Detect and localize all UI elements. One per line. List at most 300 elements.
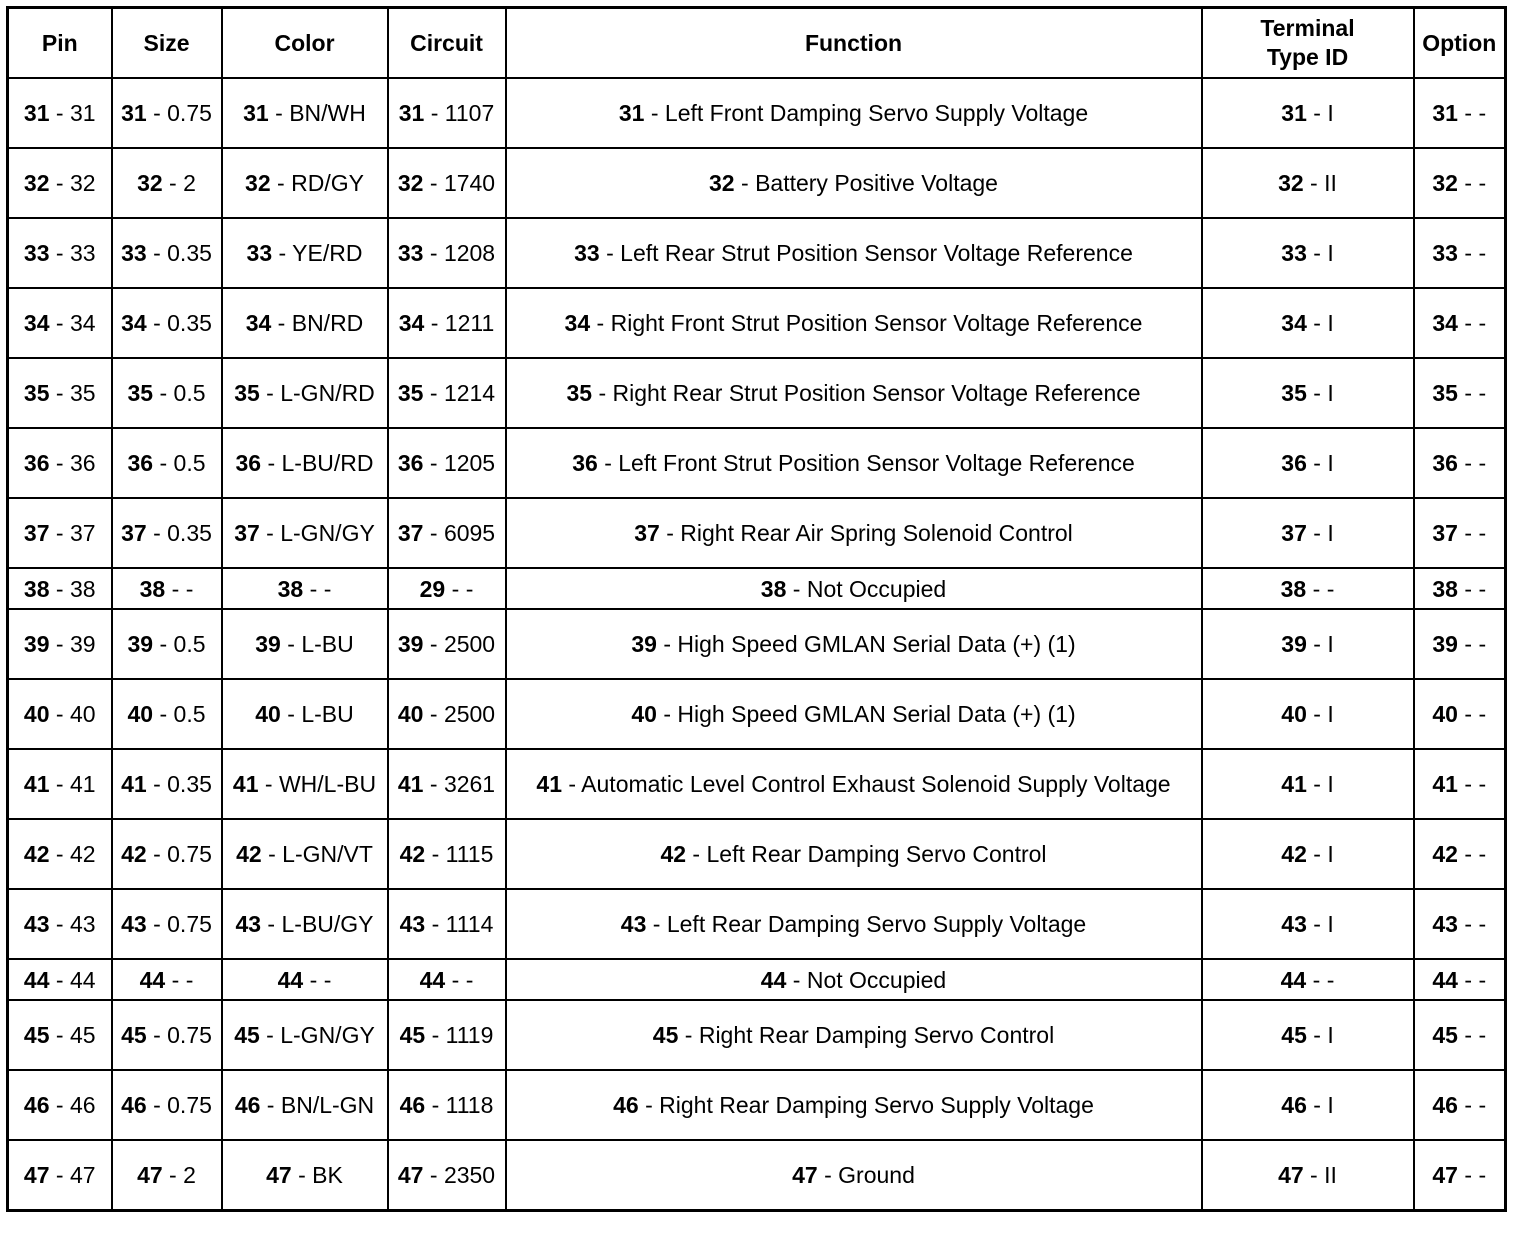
pin-number-prefix: 31 [1432,100,1458,126]
color-cell: 31 - BN/WH [222,78,388,148]
pin-number-prefix: 36 [1281,450,1307,476]
circuit-value: 1118 [445,1092,494,1118]
pin-number-prefix: 31 [23,100,50,126]
option-value: - [1478,520,1487,546]
function-cell: 46 - Right Rear Damping Servo Supply Voltage [506,1070,1202,1140]
size-cell: 36 - 0.5 [112,428,222,498]
option-value: - [1478,841,1487,867]
size-value: - [185,966,194,993]
option-cell: 44 - - [1414,959,1506,1000]
pin-number-prefix: 37 [121,520,147,546]
pin-number-prefix: 47 [266,1162,292,1188]
table-row [8,959,1506,1000]
option-cell: 39 - - [1414,609,1506,679]
circuit-cell: 31 - 1107 [388,78,506,148]
color-value: BN/WH [289,100,366,126]
table-container [6,6,1507,1212]
pin-cell: 38 - 38 [8,568,112,609]
pin-number-prefix: 39 [397,631,424,657]
pin-number-prefix: 44 [139,966,166,993]
function-cell: 32 - Battery Positive Voltage [506,148,1202,218]
terminal-type-cell: 37 - I [1202,498,1414,568]
option-value: - [1478,1162,1487,1188]
pin-number-prefix: 43 [620,911,647,937]
size-cell: 47 - 2 [112,1140,222,1211]
terminal-value: I [1327,841,1334,867]
circuit-value: - [465,575,474,602]
pin-number-prefix: 32 [1432,170,1458,196]
circuit-value: 1205 [443,450,496,476]
pin-number-prefix: 32 [245,170,271,196]
pin-number-prefix: 45 [399,1022,426,1048]
terminal-value: I [1327,631,1334,657]
table-row [8,218,1506,288]
size-cell: 38 - - [112,568,222,609]
pin-value: 33 [69,240,96,266]
color-cell: 40 - L-BU [222,679,388,749]
color-value: WH/L-BU [278,771,377,797]
pin-number-prefix: 38 [1432,575,1458,602]
pin-number-prefix: 41 [23,771,50,797]
circuit-cell: 29 - - [388,568,506,609]
terminal-value: I [1327,100,1334,126]
size-cell: 32 - 2 [112,148,222,218]
color-value: BN/L-GN [280,1092,375,1118]
pin-number-prefix: 39 [1432,631,1458,657]
pin-value: 32 [69,170,96,196]
table-row [8,568,1506,609]
pin-number-prefix: 35 [1432,380,1458,406]
pin-number-prefix: 47 [1432,1162,1458,1188]
terminal-type-cell: 43 - I [1202,889,1414,959]
terminal-type-cell: 40 - I [1202,679,1414,749]
option-cell: 42 - - [1414,819,1506,889]
terminal-value: I [1327,380,1334,406]
function-cell: 40 - High Speed GMLAN Serial Data (+) (1) [506,679,1202,749]
pin-number-prefix: 33 [1432,240,1458,266]
option-value: - [1478,771,1487,797]
color-value: BN/RD [291,310,364,336]
column-header-circuit: Circuit [388,8,506,79]
terminal-value: I [1327,1092,1334,1118]
size-value: 0.75 [167,1092,212,1118]
pin-number-prefix: 45 [1281,1022,1307,1048]
color-value: YE/RD [292,240,363,266]
pin-number-prefix: 46 [1432,1092,1458,1118]
pin-number-prefix: 40 [255,701,281,727]
pin-number-prefix: 38 [1280,575,1307,602]
pin-cell: 39 - 39 [8,609,112,679]
option-cell: 32 - - [1414,148,1506,218]
size-value: 0.75 [167,841,212,867]
pin-cell: 47 - 47 [8,1140,112,1211]
color-cell: 39 - L-BU [222,609,388,679]
circuit-cell: 40 - 2500 [388,679,506,749]
circuit-cell: 34 - 1211 [388,288,506,358]
terminal-value: I [1327,701,1334,727]
table-row [8,1140,1506,1211]
option-cell: 40 - - [1414,679,1506,749]
size-cell: 44 - - [112,959,222,1000]
pin-value: 38 [69,575,96,602]
function-cell: 38 - Not Occupied [506,568,1202,609]
pin-number-prefix: 36 [23,450,50,476]
pin-cell: 35 - 35 [8,358,112,428]
pin-cell: 31 - 31 [8,78,112,148]
pin-value: 43 [69,911,96,937]
color-value: RD/GY [291,170,364,196]
option-cell: 38 - - [1414,568,1506,609]
function-cell: 47 - Ground [506,1140,1202,1211]
function-value: Right Rear Damping Servo Supply Voltage [659,1092,1094,1118]
circuit-cell: 46 - 1118 [388,1070,506,1140]
pin-value: 46 [69,1092,96,1118]
pin-number-prefix: 37 [1432,520,1458,546]
pin-number-prefix: 40 [127,701,154,727]
pin-number-prefix: 38 [760,575,787,602]
pin-value: 31 [69,100,96,126]
pin-number-prefix: 32 [709,170,735,196]
function-cell: 39 - High Speed GMLAN Serial Data (+) (1) [506,609,1202,679]
table-row [8,819,1506,889]
size-cell: 45 - 0.75 [112,1000,222,1070]
color-cell: 47 - BK [222,1140,388,1211]
color-cell: 32 - RD/GY [222,148,388,218]
pin-number-prefix: 41 [1432,771,1458,797]
circuit-cell: 47 - 2350 [388,1140,506,1211]
pin-number-prefix: 40 [1281,701,1307,727]
size-value: 0.75 [167,911,212,937]
circuit-cell: 32 - 1740 [388,148,506,218]
column-header-size: Size [112,8,222,79]
size-value: 0.75 [167,1022,212,1048]
pin-number-prefix: 31 [398,100,425,126]
circuit-value: 1214 [443,380,496,406]
color-value: L-BU/GY [281,911,374,937]
pin-number-prefix: 47 [137,1162,163,1188]
function-value: Right Rear Damping Servo Control [698,1022,1055,1048]
circuit-value: 2500 [443,701,496,727]
pin-value: 36 [69,450,96,476]
pin-number-prefix: 31 [121,100,147,126]
color-value: - [323,966,332,993]
pin-number-prefix: 33 [23,240,50,266]
column-header-option: Option [1414,8,1506,79]
pin-number-prefix: 38 [277,575,304,602]
function-value: Right Front Strut Position Sensor Voltage Reference [610,310,1143,336]
function-cell: 35 - Right Rear Strut Position Sensor Voltage Reference [506,358,1202,428]
pin-number-prefix: 37 [1281,520,1307,546]
pin-number-prefix: 36 [127,450,154,476]
circuit-value: 1740 [443,170,496,196]
pin-number-prefix: 34 [121,310,147,336]
color-cell: 41 - WH/L-BU [222,749,388,819]
size-value: 0.35 [167,240,212,266]
size-cell: 43 - 0.75 [112,889,222,959]
option-cell: 34 - - [1414,288,1506,358]
option-value: - [1478,966,1487,993]
size-cell: 41 - 0.35 [112,749,222,819]
pin-number-prefix: 35 [397,380,424,406]
option-value: - [1478,310,1487,336]
terminal-value: I [1327,240,1334,266]
terminal-type-cell: 44 - - [1202,959,1414,1000]
pin-number-prefix: 42 [1432,841,1458,867]
pin-number-prefix: 35 [127,380,154,406]
circuit-cell: 42 - 1115 [388,819,506,889]
terminal-type-cell: 33 - I [1202,218,1414,288]
pin-number-prefix: 34 [398,310,425,336]
table-row [8,889,1506,959]
pin-number-prefix: 47 [792,1162,818,1188]
color-cell: 38 - - [222,568,388,609]
option-value: - [1478,701,1487,727]
size-cell: 31 - 0.75 [112,78,222,148]
size-value: 0.35 [167,310,212,336]
pin-number-prefix: 44 [1280,966,1307,993]
size-cell: 46 - 0.75 [112,1070,222,1140]
pin-number-prefix: 44 [419,966,446,993]
circuit-value: 2350 [443,1162,496,1188]
pin-number-prefix: 39 [1281,631,1307,657]
size-cell: 33 - 0.35 [112,218,222,288]
pin-number-prefix: 36 [397,450,424,476]
function-value: Left Rear Damping Servo Supply Voltage [666,911,1087,937]
pin-number-prefix: 44 [1432,966,1458,993]
terminal-value: I [1327,450,1334,476]
pin-number-prefix: 43 [1281,911,1307,937]
terminal-value: I [1327,771,1334,797]
table-row [8,428,1506,498]
option-value: - [1478,380,1487,406]
option-cell: 46 - - [1414,1070,1506,1140]
pin-number-prefix: 41 [121,771,147,797]
pin-value: 47 [69,1162,96,1188]
pin-number-prefix: 46 [121,1092,147,1118]
size-value: 0.5 [173,701,206,727]
pin-number-prefix: 37 [634,520,660,546]
color-cell: 37 - L-GN/GY [222,498,388,568]
color-value: - [323,575,332,602]
table-body [8,78,1506,1211]
pin-cell: 45 - 45 [8,1000,112,1070]
circuit-value: 1114 [445,911,494,937]
pin-number-prefix: 43 [1432,911,1458,937]
pin-value: 42 [69,841,96,867]
pin-number-prefix: 42 [121,841,147,867]
terminal-type-cell: 35 - I [1202,358,1414,428]
pin-number-prefix: 35 [23,380,50,406]
function-value: Ground [838,1162,915,1188]
pin-number-prefix: 38 [139,575,166,602]
pin-number-prefix: 45 [121,1022,147,1048]
option-cell: 45 - - [1414,1000,1506,1070]
pin-number-prefix: 46 [23,1092,50,1118]
function-value: Left Rear Strut Position Sensor Voltage Reference [620,240,1133,266]
function-value: Right Rear Air Spring Solenoid Control [680,520,1073,546]
terminal-type-cell: 47 - II [1202,1140,1414,1211]
circuit-cell: 39 - 2500 [388,609,506,679]
table-row [8,749,1506,819]
option-value: - [1478,911,1487,937]
pin-number-prefix: 46 [1281,1092,1307,1118]
pin-number-prefix: 37 [397,520,424,546]
terminal-type-cell: 38 - - [1202,568,1414,609]
pin-number-prefix: 44 [277,966,304,993]
pin-value: 40 [69,701,96,727]
pin-number-prefix: 43 [121,911,147,937]
pin-number-prefix: 34 [1281,310,1307,336]
column-header-pin: Pin [8,8,112,79]
function-value: High Speed GMLAN Serial Data (+) (1) [677,631,1076,657]
color-value: L-BU [301,631,354,657]
function-cell: 43 - Left Rear Damping Servo Supply Voltage [506,889,1202,959]
pin-cell: 46 - 46 [8,1070,112,1140]
pin-number-prefix: 34 [245,310,272,336]
terminal-value: I [1327,520,1334,546]
pin-number-prefix: 40 [23,701,50,727]
option-value: - [1478,1092,1487,1118]
pin-number-prefix: 39 [631,631,657,657]
pin-number-prefix: 39 [127,631,154,657]
pin-number-prefix: 41 [536,771,562,797]
terminal-value: I [1327,911,1334,937]
pin-cell: 42 - 42 [8,819,112,889]
header-row [8,8,1506,79]
size-cell: 42 - 0.75 [112,819,222,889]
pin-number-prefix: 35 [1281,380,1307,406]
pin-number-prefix: 33 [574,240,600,266]
pin-number-prefix: 35 [234,380,260,406]
pin-number-prefix: 38 [23,575,50,602]
pin-number-prefix: 31 [618,100,645,126]
circuit-value: 1211 [444,310,495,336]
column-header-function: Function [506,8,1202,79]
pin-number-prefix: 45 [234,1022,260,1048]
option-value: - [1478,170,1487,196]
function-cell: 45 - Right Rear Damping Servo Control [506,1000,1202,1070]
size-cell: 34 - 0.35 [112,288,222,358]
pin-cell: 36 - 36 [8,428,112,498]
option-value: - [1478,100,1487,126]
option-cell: 37 - - [1414,498,1506,568]
terminal-value: I [1327,310,1334,336]
pin-cell: 37 - 37 [8,498,112,568]
function-cell: 37 - Right Rear Air Spring Solenoid Control [506,498,1202,568]
option-value: - [1478,240,1487,266]
color-value: L-GN/GY [280,520,375,546]
pin-number-prefix: 40 [1432,701,1458,727]
pin-number-prefix: 41 [397,771,424,797]
pin-cell: 32 - 32 [8,148,112,218]
terminal-type-cell: 39 - I [1202,609,1414,679]
option-value: - [1478,631,1487,657]
terminal-value: II [1324,1162,1337,1188]
pin-number-prefix: 44 [23,966,50,993]
size-value: 0.75 [167,100,212,126]
pin-value: 39 [69,631,96,657]
function-value: Not Occupied [806,575,947,602]
pin-number-prefix: 45 [23,1022,50,1048]
option-cell: 35 - - [1414,358,1506,428]
circuit-value: - [465,966,474,993]
option-cell: 31 - - [1414,78,1506,148]
table-row [8,78,1506,148]
pin-number-prefix: 33 [121,240,147,266]
table-row [8,609,1506,679]
color-value: L-BU/RD [281,450,374,476]
option-value: - [1478,450,1487,476]
column-header-terminal-type-id: Terminal Type ID [1202,8,1414,79]
color-cell: 45 - L-GN/GY [222,1000,388,1070]
pin-number-prefix: 31 [243,100,269,126]
size-value: 2 [183,170,196,196]
option-value: - [1478,575,1487,602]
size-value: - [185,575,194,602]
circuit-cell: 35 - 1214 [388,358,506,428]
size-cell: 35 - 0.5 [112,358,222,428]
terminal-type-cell: 31 - I [1202,78,1414,148]
circuit-cell: 33 - 1208 [388,218,506,288]
pin-cell: 41 - 41 [8,749,112,819]
pin-number-prefix: 47 [397,1162,424,1188]
option-cell: 47 - - [1414,1140,1506,1211]
size-value: 0.5 [173,450,206,476]
color-cell: 35 - L-GN/RD [222,358,388,428]
pin-cell: 43 - 43 [8,889,112,959]
pin-number-prefix: 42 [660,841,687,867]
size-cell: 40 - 0.5 [112,679,222,749]
pin-number-prefix: 47 [23,1162,50,1188]
table-row [8,1070,1506,1140]
option-cell: 33 - - [1414,218,1506,288]
circuit-value: 1115 [445,841,494,867]
function-value: High Speed GMLAN Serial Data (+) (1) [677,701,1076,727]
option-cell: 36 - - [1414,428,1506,498]
function-cell: 42 - Left Rear Damping Servo Control [506,819,1202,889]
pin-value: 45 [69,1022,96,1048]
function-cell: 44 - Not Occupied [506,959,1202,1000]
option-value: - [1478,1022,1487,1048]
pin-number-prefix: 42 [399,841,426,867]
pin-number-prefix: 41 [1281,771,1307,797]
column-header-color: Color [222,8,388,79]
pin-number-prefix: 34 [564,310,591,336]
pin-value: 44 [69,966,96,993]
color-cell: 34 - BN/RD [222,288,388,358]
pin-number-prefix: 36 [1432,450,1458,476]
pin-number-prefix: 32 [23,170,50,196]
pin-number-prefix: 29 [419,575,446,602]
function-cell: 36 - Left Front Strut Position Sensor Voltage Reference [506,428,1202,498]
color-value: BK [312,1162,343,1188]
pin-number-prefix: 47 [1278,1162,1304,1188]
function-cell: 34 - Right Front Strut Position Sensor Voltage Reference [506,288,1202,358]
circuit-value: 6095 [443,520,496,546]
pin-number-prefix: 32 [137,170,163,196]
function-value: Left Front Strut Position Sensor Voltage Reference [618,450,1135,476]
circuit-cell: 43 - 1114 [388,889,506,959]
terminal-type-cell: 42 - I [1202,819,1414,889]
pin-number-prefix: 41 [232,771,259,797]
size-value: 0.35 [167,771,212,797]
terminal-type-cell: 41 - I [1202,749,1414,819]
color-value: L-GN/GY [280,1022,375,1048]
color-value: L-GN/RD [280,380,375,406]
option-cell: 41 - - [1414,749,1506,819]
color-value: L-GN/VT [282,841,373,867]
pin-number-prefix: 43 [23,911,50,937]
